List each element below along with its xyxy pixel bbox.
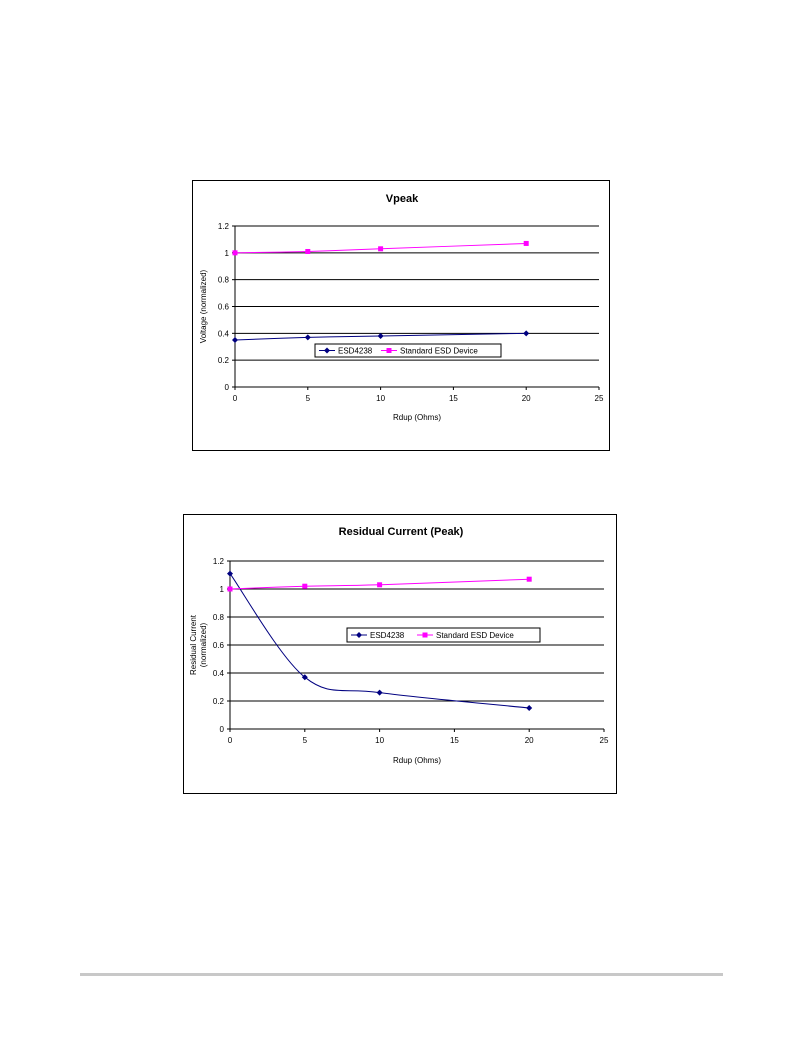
x-tick-label: 25	[599, 736, 609, 745]
legend	[315, 344, 501, 357]
x-tick-label: 15	[448, 394, 458, 403]
x-tick-label: 15	[449, 736, 459, 745]
x-tick-label: 5	[302, 736, 308, 745]
y-tick-label: 0.8	[217, 275, 229, 285]
data-point-diamond	[377, 690, 383, 696]
data-point-square	[378, 246, 383, 251]
data-point-square	[228, 587, 233, 592]
residual-current-chart	[183, 514, 617, 794]
legend	[347, 628, 540, 642]
legend-marker-square	[423, 633, 428, 638]
y-axis-label-line: Residual Current	[189, 614, 198, 676]
legend-entry-label: ESD4238	[370, 631, 405, 640]
data-point-square	[305, 249, 310, 254]
y-tick-label: 0	[224, 383, 229, 392]
data-point-square	[302, 584, 307, 589]
y-tick-label: 0.2	[217, 356, 229, 366]
y-tick-label: 1	[224, 248, 229, 258]
y-tick-label: 0.4	[212, 669, 224, 678]
footer-divider	[80, 973, 723, 976]
y-tick-label: 0	[219, 725, 224, 734]
chart-title: Residual Current (Peak)	[338, 526, 464, 538]
data-point-diamond	[378, 333, 384, 339]
x-tick-label: 0	[232, 394, 238, 403]
data-point-square	[524, 241, 529, 246]
x-tick-label: 20	[521, 394, 531, 403]
data-point-diamond	[232, 337, 238, 343]
residual-current-chart-svg	[184, 515, 618, 795]
data-point-diamond	[523, 330, 529, 336]
data-point-diamond	[227, 571, 233, 577]
data-point-square	[377, 582, 382, 587]
y-tick-label: 1.2	[217, 222, 229, 231]
legend-marker-square	[387, 348, 392, 353]
x-tick-label: 25	[594, 394, 604, 403]
y-tick-label: 1	[219, 585, 224, 594]
data-point-square	[527, 577, 532, 582]
x-tick-label: 0	[227, 736, 233, 745]
y-tick-label: 0.6	[217, 302, 229, 312]
x-tick-label: 10	[375, 736, 385, 745]
data-point-diamond	[526, 705, 532, 711]
vpeak-chart-svg	[193, 181, 611, 452]
legend-entry-label: Standard ESD Device	[400, 346, 478, 356]
x-tick-label: 20	[524, 736, 534, 745]
y-tick-label: 0.8	[212, 613, 224, 622]
x-tick-label: 10	[376, 394, 386, 403]
y-axis-label	[189, 614, 208, 675]
y-axis-label: Voltage (normalized)	[199, 269, 208, 344]
x-axis-label: Rdup (Ohms)	[392, 413, 442, 422]
chart-title: Vpeak	[385, 193, 419, 205]
data-point-diamond	[305, 334, 311, 340]
legend-entry-label: ESD4238	[338, 346, 373, 356]
y-tick-label: 0.4	[217, 329, 229, 339]
y-tick-label: 1.2	[212, 557, 224, 566]
x-axis-label: Rdup (Ohms)	[392, 756, 442, 765]
vpeak-chart	[192, 180, 610, 451]
y-tick-label: 0.2	[212, 697, 224, 706]
y-axis-label-line: (normalized)	[199, 622, 208, 668]
x-tick-label: 5	[305, 394, 311, 403]
y-tick-label: 0.6	[212, 641, 224, 650]
legend-entry-label: Standard ESD Device	[436, 631, 514, 640]
data-point-square	[233, 250, 238, 255]
